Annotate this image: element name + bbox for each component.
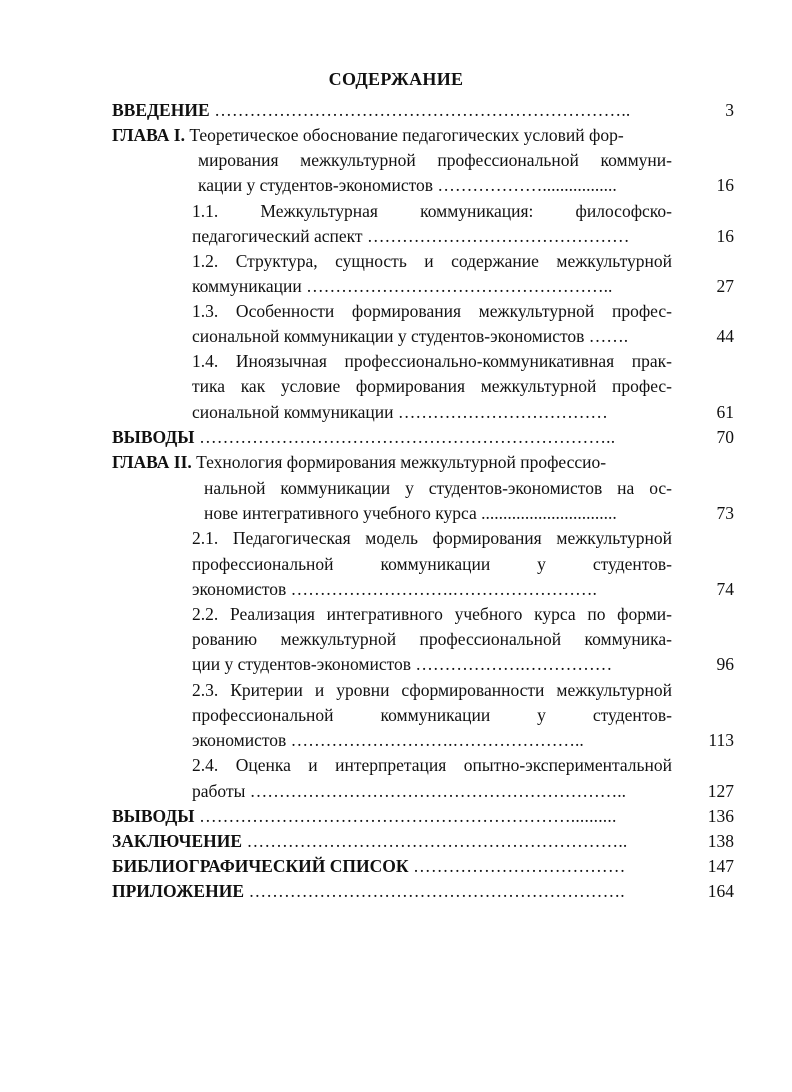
toc-text: педагогический аспект ……………………………………… bbox=[192, 226, 630, 246]
toc-text: мирования межкультурной профессиональной коммуни- bbox=[198, 150, 672, 170]
toc-text: коммуникации …………………………………………….. bbox=[192, 276, 613, 296]
toc-entry-2-4: 2.4. Оценка и интерпретация опытно-экспериментальной bbox=[192, 755, 672, 775]
toc-page-number: 113 bbox=[708, 730, 734, 750]
toc-entry-chapter-1 bbox=[112, 124, 672, 146]
toc-page-number: 138 bbox=[707, 831, 734, 851]
toc-page-number: 27 bbox=[716, 276, 734, 296]
toc-page-number: 3 bbox=[725, 100, 734, 120]
toc-leader: ………………………………………………………. bbox=[244, 881, 625, 901]
toc-text: нове интегративного учебного курса ............................... bbox=[204, 503, 617, 523]
toc-entry-2-1: 2.1. Педагогическая модель формирования межкультурной bbox=[192, 528, 672, 548]
toc-leader: ……………………………………………………….. bbox=[242, 831, 628, 851]
toc-label: ВЫВОДЫ bbox=[112, 806, 195, 826]
toc-entry-appendix bbox=[112, 880, 625, 902]
toc-entry-2-2: 2.2. Реализация интегративного учебного курса по форми- bbox=[192, 604, 672, 624]
toc-page-number: 73 bbox=[716, 503, 734, 523]
toc-page-number: 61 bbox=[716, 402, 734, 422]
toc-page-number: 147 bbox=[707, 856, 734, 876]
toc-leader: …………………………………………………………….. bbox=[194, 427, 616, 447]
page-title: СОДЕРЖАНИЕ bbox=[328, 69, 464, 89]
toc-entry-conclusion bbox=[112, 830, 628, 852]
toc-page-number: 127 bbox=[707, 781, 734, 801]
toc-text: работы ……………………………………………………….. bbox=[192, 781, 626, 801]
toc-label: ВЫВОДЫ bbox=[112, 427, 195, 447]
toc-entry-conclusions-2 bbox=[112, 805, 617, 827]
toc-text: сиональной коммуникации у студентов-экономистов ……. bbox=[192, 326, 629, 346]
toc-label: ГЛАВА I. bbox=[112, 125, 185, 145]
toc-text: экономистов ……………………….………………….. bbox=[192, 730, 584, 750]
toc-label: ПРИЛОЖЕНИЕ bbox=[112, 881, 245, 901]
toc-leader: ……………………………………………………….......... bbox=[194, 806, 617, 826]
toc-leader: …………………………………………………………….. bbox=[209, 100, 631, 120]
toc-page-number: 16 bbox=[716, 175, 734, 195]
toc-label: ГЛАВА II. bbox=[112, 452, 192, 472]
toc-leader: ……………………………… bbox=[408, 856, 626, 876]
toc-page-number: 164 bbox=[707, 881, 734, 901]
toc-page-number: 74 bbox=[716, 579, 734, 599]
toc-label: ЗАКЛЮЧЕНИЕ bbox=[112, 831, 243, 851]
toc-text: ции у студентов-экономистов ……………….…………… bbox=[192, 654, 613, 674]
toc-entry-conclusions-1 bbox=[112, 426, 615, 448]
toc-entry-1-1: 1.1. Межкультурная коммуникация: философско- bbox=[192, 201, 672, 221]
toc-text: Технология формирования межкультурной профессио- bbox=[191, 452, 607, 472]
toc-text: рованию межкультурной профессиональной коммуника- bbox=[192, 629, 672, 649]
toc-text: Теоретическое обоснование педагогических условий фор- bbox=[184, 125, 624, 145]
toc-entry-2-3: 2.3. Критерии и уровни сформированности межкультурной bbox=[192, 680, 672, 700]
toc-page-number: 70 bbox=[716, 427, 734, 447]
toc-label: БИБЛИОГРАФИЧЕСКИЙ СПИСОК bbox=[112, 856, 409, 876]
toc-entry-bibliography bbox=[112, 855, 626, 877]
toc-page-number: 44 bbox=[716, 326, 734, 346]
toc-entry-1-2: 1.2. Структура, сущность и содержание межкультурной bbox=[192, 251, 672, 271]
toc-entry-1-4: 1.4. Иноязычная профессионально-коммуникативная прак- bbox=[192, 351, 672, 371]
toc-label: ВВЕДЕНИЕ bbox=[112, 100, 210, 120]
toc-text: профессиональной коммуникации у студентов- bbox=[192, 705, 672, 725]
toc-page-number: 136 bbox=[707, 806, 734, 826]
toc-text: кации у студентов-экономистов ………………................. bbox=[198, 175, 617, 195]
toc-text: тика как условие формирования межкультурной профес- bbox=[192, 376, 672, 396]
toc-page-number: 16 bbox=[716, 226, 734, 246]
toc-entry-chapter-2 bbox=[112, 451, 672, 473]
toc-text: профессиональной коммуникации у студентов- bbox=[192, 554, 672, 574]
toc-text: экономистов ……………………….……………………. bbox=[192, 579, 597, 599]
toc-text: сиональной коммуникации ……………………………… bbox=[192, 402, 608, 422]
toc-page-number: 96 bbox=[716, 654, 734, 674]
toc-text: нальной коммуникации у студентов-экономистов на ос- bbox=[204, 478, 672, 498]
toc-entry-1-3: 1.3. Особенности формирования межкультурной профес- bbox=[192, 301, 672, 321]
toc-entry-intro bbox=[112, 99, 630, 121]
